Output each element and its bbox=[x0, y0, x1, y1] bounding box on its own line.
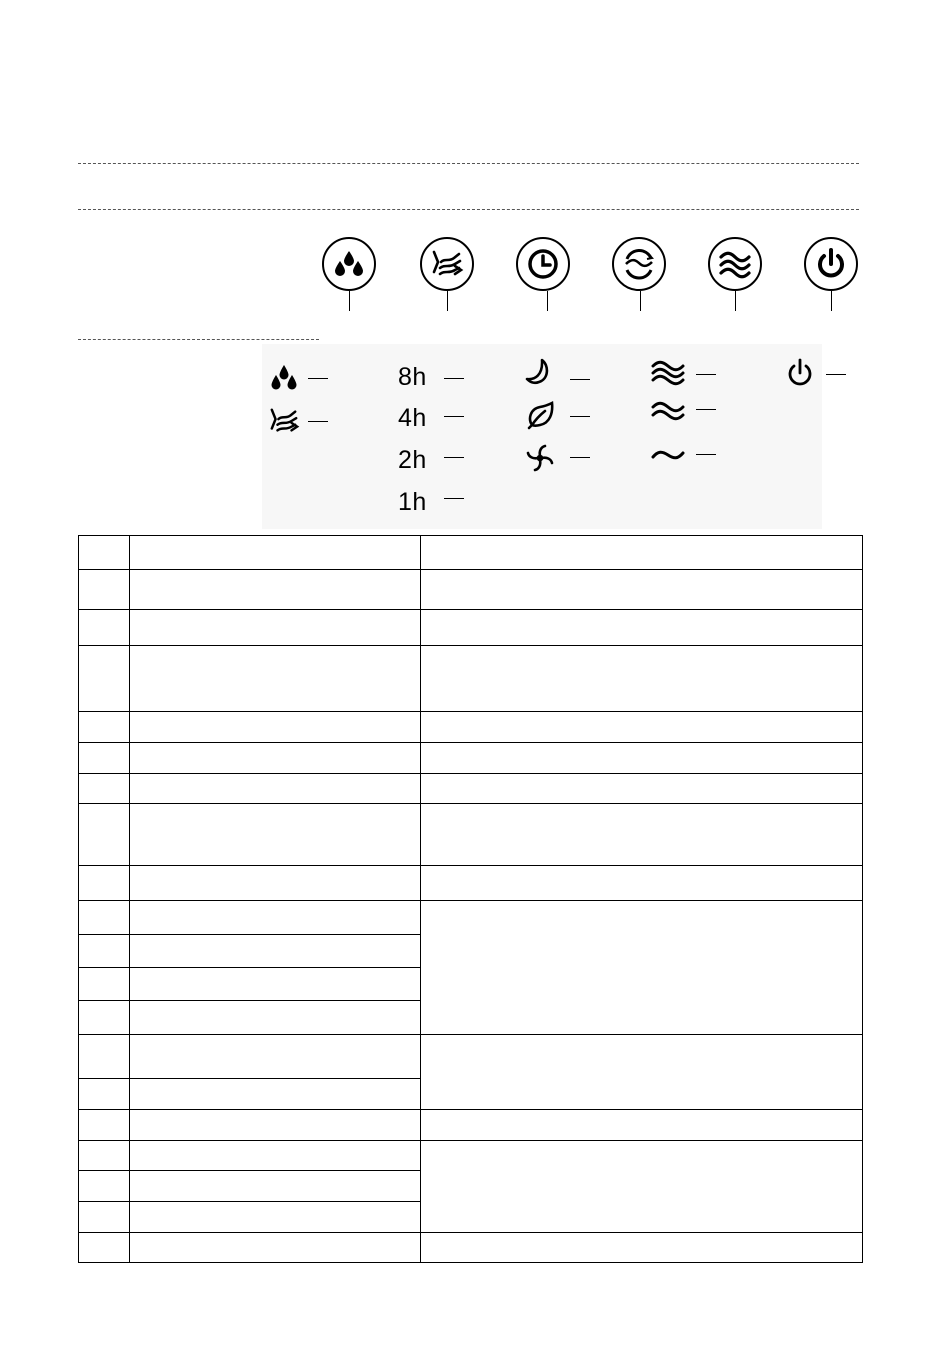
table-cell bbox=[79, 968, 130, 1001]
table-cell bbox=[79, 1035, 130, 1079]
swing-icon bbox=[429, 248, 465, 280]
table-cell bbox=[130, 1233, 421, 1263]
table-cell bbox=[79, 1141, 130, 1171]
indicator-tick bbox=[308, 378, 328, 379]
fan-speed-button[interactable] bbox=[708, 237, 762, 291]
table-cell bbox=[130, 743, 421, 774]
swing-indicator-icon bbox=[267, 406, 301, 436]
table-cell bbox=[79, 774, 130, 804]
indicator-tick bbox=[444, 498, 464, 499]
table-cell bbox=[79, 1110, 130, 1141]
spec-table bbox=[78, 535, 863, 1263]
table-cell bbox=[79, 610, 130, 646]
table-cell bbox=[421, 743, 863, 774]
table-cell bbox=[130, 866, 421, 901]
high-speed-waves-icon bbox=[651, 360, 685, 386]
table-cell bbox=[79, 935, 130, 968]
table-cell bbox=[130, 804, 421, 866]
indicator-tick bbox=[444, 416, 464, 417]
humidity-drops-icon bbox=[332, 249, 366, 279]
eco-leaf-icon bbox=[526, 401, 556, 431]
separator-line-top bbox=[78, 163, 859, 164]
table-cell bbox=[130, 570, 421, 610]
table-cell bbox=[421, 610, 863, 646]
table-cell bbox=[421, 1233, 863, 1263]
mode-button[interactable] bbox=[612, 237, 666, 291]
indicator-tick bbox=[570, 416, 590, 417]
fan-icon bbox=[526, 444, 554, 472]
table-row bbox=[79, 712, 863, 743]
table-cell bbox=[79, 1233, 130, 1263]
indicator-tick bbox=[696, 454, 716, 455]
table-cell bbox=[130, 1141, 421, 1171]
table-cell bbox=[421, 804, 863, 866]
table-cell bbox=[130, 1171, 421, 1202]
leader-line bbox=[640, 291, 641, 311]
table-cell bbox=[130, 1001, 421, 1035]
humidity-indicator-icon bbox=[269, 364, 299, 394]
indicator-tick bbox=[444, 457, 464, 458]
table-cell-merged bbox=[421, 901, 863, 1035]
table-cell-merged bbox=[421, 1035, 863, 1110]
table-cell bbox=[421, 866, 863, 901]
table-cell bbox=[130, 1035, 421, 1079]
swing-button[interactable] bbox=[420, 237, 474, 291]
table-cell bbox=[79, 646, 130, 712]
table-cell bbox=[421, 712, 863, 743]
table-row bbox=[79, 1233, 863, 1263]
power-indicator-icon bbox=[786, 358, 814, 388]
table-cell bbox=[79, 712, 130, 743]
table-cell bbox=[79, 1001, 130, 1035]
sleep-moon-icon bbox=[525, 357, 555, 387]
table-cell bbox=[79, 536, 130, 570]
indicator-tick bbox=[826, 374, 846, 375]
table-cell bbox=[421, 536, 863, 570]
table-cell-merged bbox=[421, 1141, 863, 1233]
table-row bbox=[79, 866, 863, 901]
table-row bbox=[79, 1035, 863, 1079]
table-cell bbox=[79, 1171, 130, 1202]
indicator-tick bbox=[696, 374, 716, 375]
table-cell bbox=[130, 935, 421, 968]
indicator-tick bbox=[570, 457, 590, 458]
table-cell bbox=[130, 712, 421, 743]
table-cell bbox=[79, 866, 130, 901]
medium-speed-waves-icon bbox=[651, 401, 685, 421]
timer-clock-icon bbox=[526, 247, 560, 281]
table-row bbox=[79, 536, 863, 570]
power-icon bbox=[813, 246, 849, 282]
table-row bbox=[79, 646, 863, 712]
table-cell bbox=[79, 804, 130, 866]
table-cell bbox=[79, 901, 130, 935]
power-button[interactable] bbox=[804, 237, 858, 291]
table-cell bbox=[421, 570, 863, 610]
separator-line-middle bbox=[78, 209, 859, 210]
timer-button[interactable] bbox=[516, 237, 570, 291]
table-row bbox=[79, 804, 863, 866]
table-cell bbox=[421, 774, 863, 804]
indicator-tick bbox=[308, 421, 328, 422]
table-row bbox=[79, 901, 863, 935]
low-speed-wave-icon bbox=[651, 448, 685, 462]
table-row bbox=[79, 743, 863, 774]
indicator-tick bbox=[570, 379, 590, 380]
leader-line bbox=[831, 291, 832, 311]
table-cell bbox=[130, 646, 421, 712]
fan-speed-icon bbox=[717, 249, 753, 279]
table-cell bbox=[79, 570, 130, 610]
table-cell bbox=[130, 536, 421, 570]
table-row bbox=[79, 570, 863, 610]
table-cell bbox=[421, 1110, 863, 1141]
leader-line bbox=[349, 291, 350, 311]
timer-1h-label: 1h bbox=[398, 488, 427, 516]
separator-line-panel bbox=[78, 339, 319, 340]
table-row bbox=[79, 610, 863, 646]
mode-icon bbox=[621, 246, 657, 282]
table-cell bbox=[130, 610, 421, 646]
table-cell bbox=[79, 743, 130, 774]
table-cell bbox=[79, 1202, 130, 1233]
table-row bbox=[79, 1141, 863, 1171]
indicator-tick bbox=[444, 378, 464, 379]
table-cell bbox=[79, 1079, 130, 1110]
timer-2h-label: 2h bbox=[398, 446, 427, 474]
table-cell bbox=[130, 968, 421, 1001]
leader-line bbox=[547, 291, 548, 311]
table-cell bbox=[130, 901, 421, 935]
table-cell bbox=[130, 1110, 421, 1141]
table-cell bbox=[421, 646, 863, 712]
humidity-button[interactable] bbox=[322, 237, 376, 291]
table-row bbox=[79, 1110, 863, 1141]
table-row bbox=[79, 774, 863, 804]
table-cell bbox=[130, 774, 421, 804]
timer-4h-label: 4h bbox=[398, 404, 427, 432]
table-cell bbox=[130, 1202, 421, 1233]
leader-line bbox=[735, 291, 736, 311]
leader-line bbox=[447, 291, 448, 311]
indicator-tick bbox=[696, 409, 716, 410]
timer-8h-label: 8h bbox=[398, 363, 427, 391]
table-cell bbox=[130, 1079, 421, 1110]
